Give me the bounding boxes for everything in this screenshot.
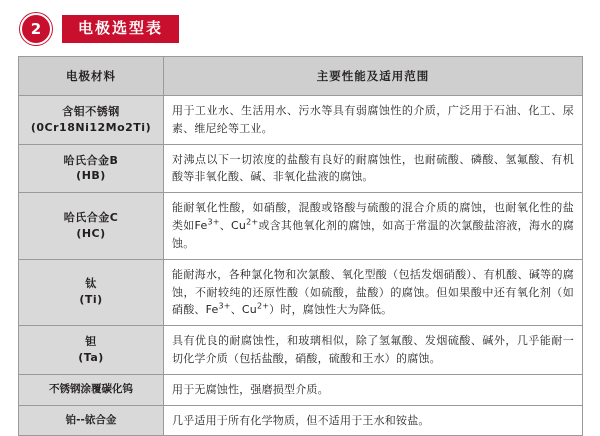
column-header-description: 主要性能及适用范围: [164, 57, 583, 96]
table-header-row: [19, 57, 583, 96]
cell-material: 不锈钢涂覆碳化钨: [19, 374, 164, 405]
cell-description: 能耐氧化性酸，如硝酸，混酸或铬酸与硫酸的混合介质的腐蚀，也耐氧化性的盐类如$Fe^{3+}$、$Cu^{2+}$或含其他氧化剂的腐蚀，如高于常温的次氯酸盐溶液，海水的腐蚀。: [164, 193, 583, 259]
material-line: (HB): [76, 169, 106, 183]
cell-material: [19, 144, 164, 193]
material-line: (0Cr18Ni12Mo2Ti): [30, 120, 152, 134]
cell-material: [19, 259, 164, 325]
cell-material: 铂--铱合金: [19, 405, 164, 436]
table-row: [19, 405, 583, 436]
table-row: [19, 374, 583, 405]
table-row: [19, 326, 583, 375]
section-header: [20, 12, 582, 46]
cell-description: 能耐海水，各种氯化物和次氯酸、氧化型酸（包括发烟硝酸）、有机酸、碱等的腐蚀，不耐较纯的还原性酸（如硫酸，盐酸）的腐蚀。但如果酸中还有氧化剂（如硝酸、$Fe^{3+}$、$Cu^{2+}$）时，腐蚀性大为降低。: [164, 259, 583, 325]
material-line: 钽: [85, 335, 97, 348]
cell-description: 用于无腐蚀性，强磨损型介质。: [164, 374, 583, 405]
material-line: 哈氏合金C: [63, 211, 119, 225]
section-number-badge: 2: [20, 13, 52, 45]
table-row: [19, 259, 583, 325]
cell-material: [19, 96, 164, 145]
material-line: 含钼不锈钢: [62, 104, 120, 118]
electrode-selection-table: [18, 56, 583, 436]
column-header-material: 电极材料: [19, 57, 164, 96]
table-row: [19, 144, 583, 193]
material-line: 哈氏合金B: [63, 153, 119, 167]
table-header: [19, 57, 583, 96]
page-title: 电极选型表: [62, 15, 179, 43]
cell-description: 几乎适用于所有化学物质，但不适用于王水和铵盐。: [164, 405, 583, 436]
material-line: 钛: [85, 277, 97, 291]
cell-description: 对沸点以下一切浓度的盐酸有良好的耐腐蚀性，也耐硫酸、磷酸、氢氟酸、有机酸等非氧化酸、碱、非氧化盐液的腐蚀。: [164, 144, 583, 193]
material-line: (Ti): [79, 293, 103, 307]
cell-description: 具有优良的耐腐蚀性，和玻璃相似，除了氢氟酸、发烟硫酸、碱外，几乎能耐一切化学介质（包括盐酸，硝酸，硫酸和王水）的腐蚀。: [164, 326, 583, 375]
cell-material: [19, 326, 164, 375]
cell-description: 用于工业水、生活用水、污水等具有弱腐蚀性的介质，广泛用于石油、化工、尿素、维尼纶等工业。: [164, 96, 583, 145]
electrode-selection-table-wrapper: [18, 56, 582, 436]
table-row: [19, 193, 583, 259]
material-line: (Ta): [78, 350, 104, 364]
material-line: (HC): [76, 226, 106, 240]
cell-material: [19, 193, 164, 259]
table-body: [19, 96, 583, 436]
table-row: [19, 96, 583, 145]
